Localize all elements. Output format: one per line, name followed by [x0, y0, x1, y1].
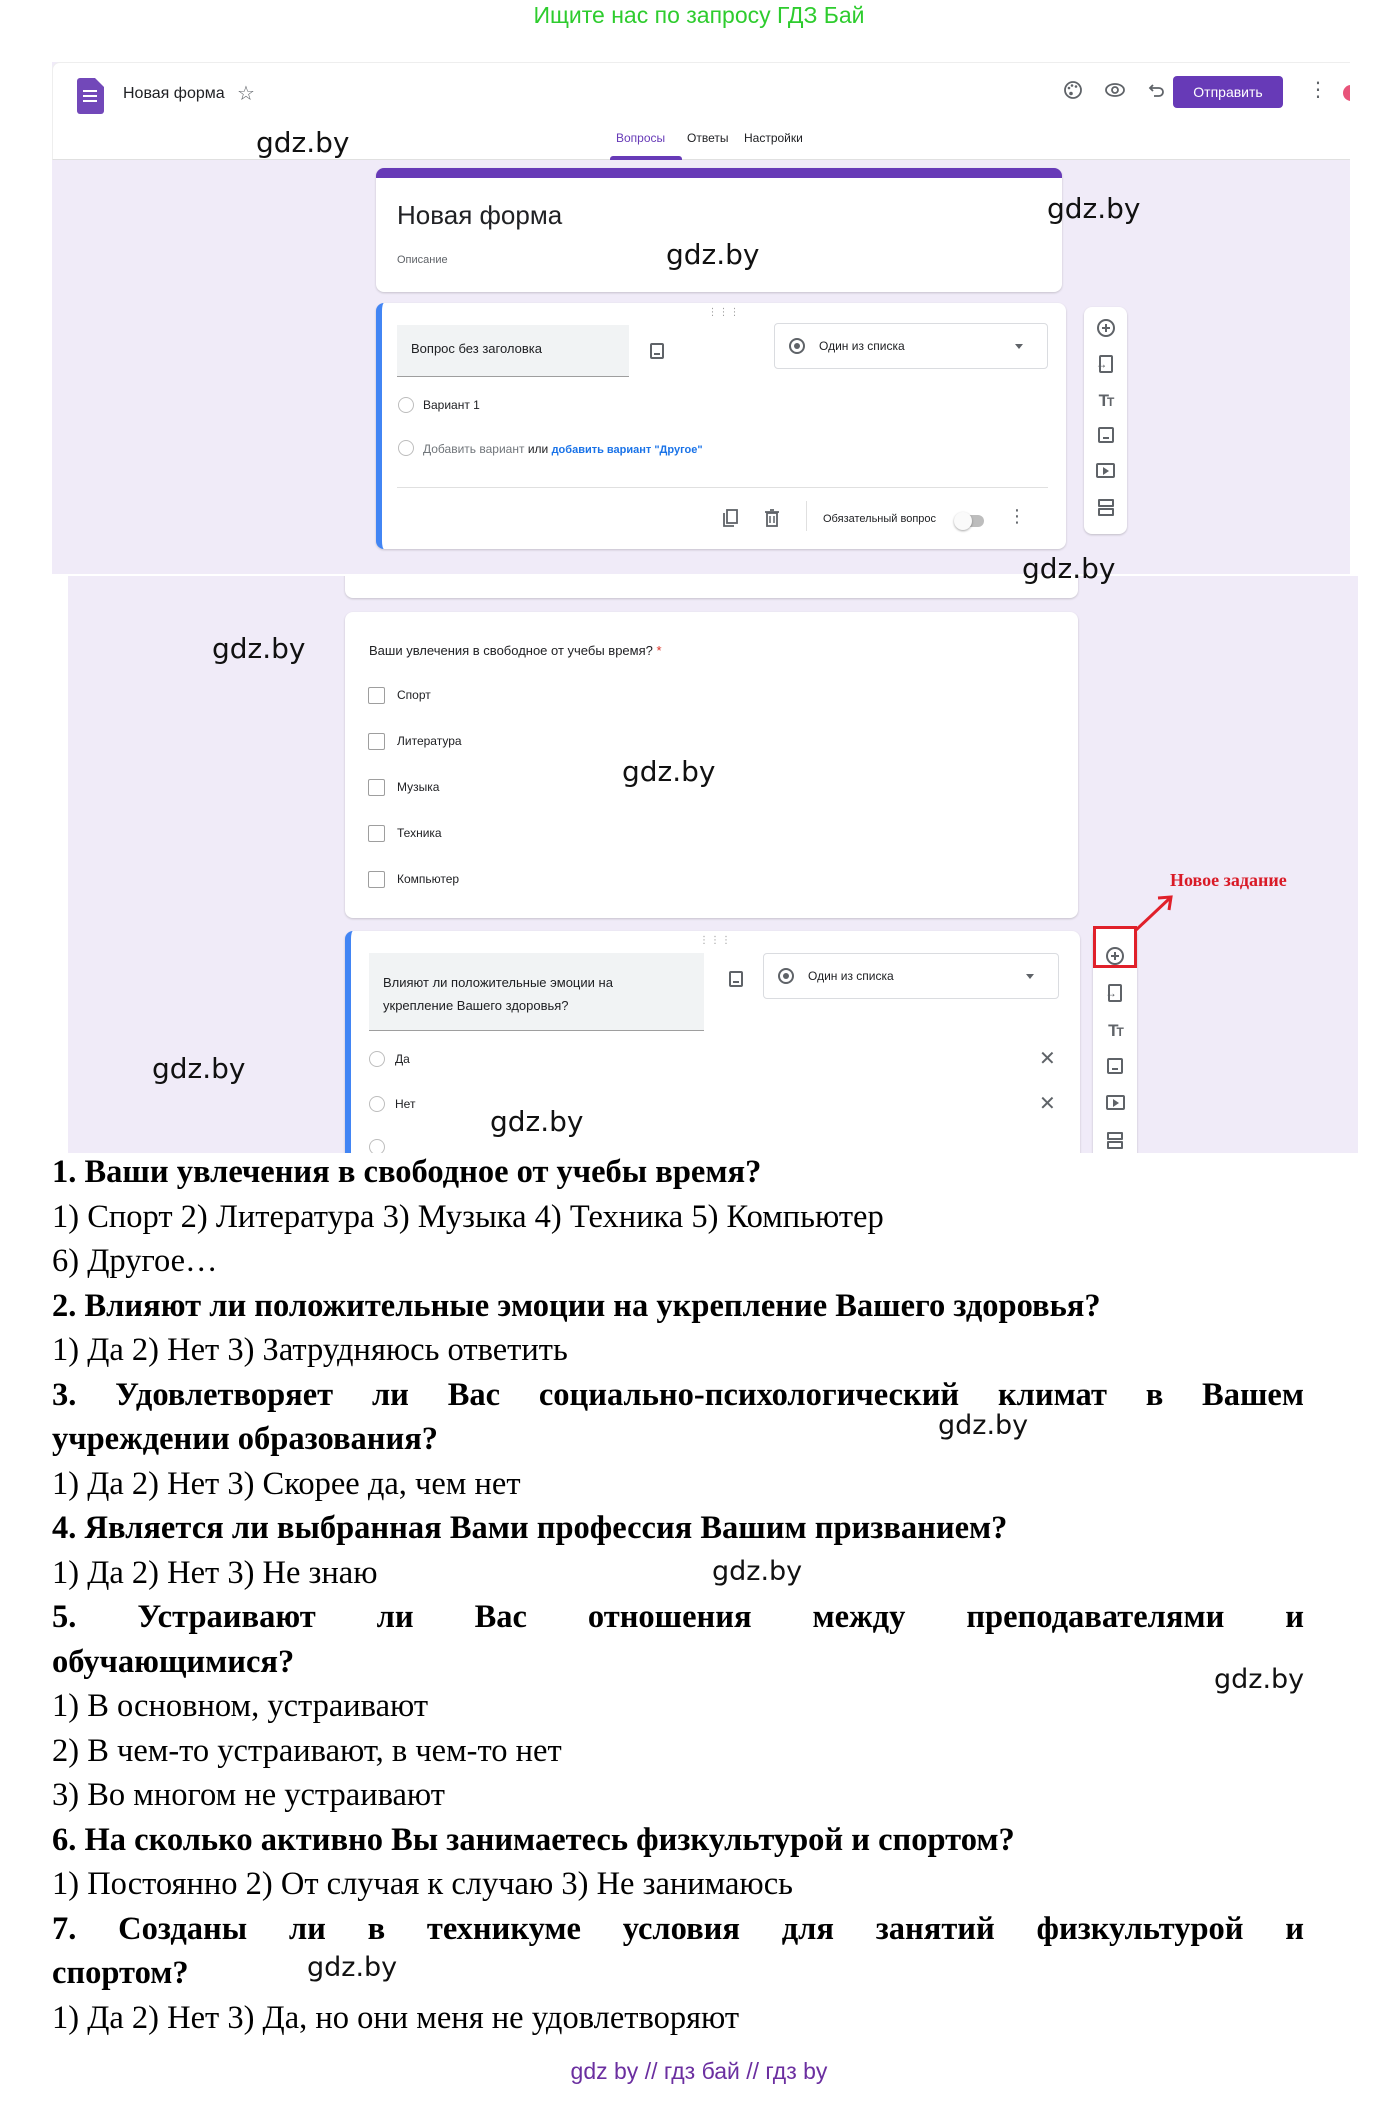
question-1: 1. Ваши увлечения в свободное от учебы время?	[52, 1154, 762, 1190]
palette-icon[interactable]	[1061, 80, 1085, 104]
radio-type-icon	[778, 968, 794, 984]
card-divider	[397, 487, 1048, 488]
add-question-icon[interactable]	[1084, 319, 1127, 342]
drag-handle-icon[interactable]: ⋮⋮⋮	[707, 307, 741, 318]
add-video-icon[interactable]	[1093, 1095, 1137, 1115]
option-label: Музыка	[397, 780, 440, 794]
question-7-line2: спортом?	[52, 1955, 189, 1991]
option-label[interactable]: Да	[395, 1052, 410, 1066]
radio-question-card[interactable]	[345, 931, 1080, 1153]
watermark: gdz.by	[666, 238, 760, 271]
question-5-line2: обучающимися?	[52, 1643, 295, 1680]
or-text: или	[527, 442, 549, 456]
forms-editor-screenshot	[52, 62, 1350, 574]
questionnaire-text	[52, 1150, 1304, 2040]
eye-icon[interactable]	[1103, 80, 1127, 104]
answers-1a: 1) Спорт 2) Литература 3) Музыка 4) Техника 5) Компьютер	[52, 1198, 884, 1235]
question-5-line1: 5. Устраивают ли Вас отношения между преподавателями и	[52, 1599, 1304, 1635]
form-title[interactable]: Новая форма	[397, 200, 563, 230]
watermark: gdz.by	[1214, 1664, 1305, 1695]
option-label: Литература	[397, 734, 462, 748]
send-button[interactable]: Отправить	[1173, 76, 1283, 108]
checkbox[interactable]	[368, 733, 385, 750]
option-radio	[369, 1096, 385, 1112]
watermark: gdz.by	[1022, 552, 1116, 585]
chevron-down-icon	[1015, 344, 1023, 349]
watermark: gdz.by	[152, 1052, 246, 1085]
option-label[interactable]: Нет	[395, 1097, 416, 1111]
option-radio	[398, 397, 414, 413]
answers-4: 1) Да 2) Нет 3) Не знаю	[52, 1554, 378, 1591]
tab-settings[interactable]: Настройки	[744, 131, 803, 145]
required-toggle[interactable]	[956, 515, 984, 527]
import-questions-icon[interactable]	[1093, 984, 1137, 1007]
add-image-icon[interactable]	[1084, 427, 1127, 448]
watermark: gdz.by	[1047, 192, 1141, 225]
question-7-line1: 7. Созданы ли в техникуме условия для занятий физкультурой и	[52, 1910, 1304, 1947]
answers-3: 1) Да 2) Нет 3) Скорее да, чем нет	[52, 1465, 521, 1502]
question-6: 6. На сколько активно Вы занимаетесь физкультурой и спортом?	[52, 1821, 1015, 1858]
watermark: gdz.by	[712, 1556, 803, 1587]
arrow-icon	[1134, 892, 1182, 934]
checkbox[interactable]	[368, 825, 385, 842]
question-type-label: Один из списка	[808, 969, 894, 983]
question-title: Ваши увлечения в свободное от учебы время? *	[369, 643, 662, 658]
question-title-input[interactable]: Влияют ли положительные эмоции на укрепление Вашего здоровья?	[369, 953, 704, 1031]
tab-responses[interactable]: Ответы	[687, 131, 729, 145]
question-type-dropdown[interactable]	[763, 953, 1059, 999]
option-label: Компьютер	[397, 872, 460, 886]
active-tab-indicator	[610, 156, 682, 160]
option-radio	[369, 1051, 385, 1067]
watermark: gdz.by	[212, 632, 306, 665]
app-header	[52, 62, 1350, 160]
checkbox[interactable]	[368, 779, 385, 796]
add-title-icon[interactable]: TT	[1098, 391, 1113, 410]
answers-2: 1) Да 2) Нет 3) Затрудняюсь ответить	[52, 1332, 568, 1368]
tab-questions[interactable]: Вопросы	[616, 131, 666, 145]
watermark: gdz.by	[256, 126, 350, 159]
site-banner[interactable]: Ищите нас по запросу ГДЗ Бай	[533, 2, 865, 28]
add-video-icon[interactable]	[1084, 463, 1127, 483]
avatar[interactable]	[1343, 85, 1350, 101]
question-3-line2: учреждении образования?	[52, 1421, 439, 1457]
add-image-icon[interactable]	[729, 971, 743, 987]
import-questions-icon[interactable]	[1084, 355, 1127, 378]
checkbox[interactable]	[368, 687, 385, 704]
answers-5c: 3) Во многом не устраивают	[52, 1777, 445, 1813]
highlight-box	[1093, 926, 1137, 968]
answers-5a: 1) В основном, устраивают	[52, 1688, 429, 1724]
watermark: gdz.by	[622, 755, 716, 788]
question-4: 4. Является ли выбранная Вами профессия Вашим призванием?	[52, 1510, 1008, 1546]
add-option-radio	[398, 440, 414, 456]
checkbox[interactable]	[368, 871, 385, 888]
trash-icon[interactable]	[765, 509, 779, 532]
more-options-icon[interactable]: ⋮	[1008, 506, 1026, 526]
add-option-button[interactable]: Добавить вариант	[423, 442, 525, 456]
watermark: gdz.by	[938, 1410, 1029, 1441]
add-image-icon[interactable]	[1093, 1058, 1137, 1079]
answers-6: 1) Постоянно 2) От случая к случаю 3) Не занимаюсь	[52, 1866, 793, 1902]
answers-5b: 2) В чем-то устраивают, в чем-то нет	[52, 1732, 562, 1769]
question-card[interactable]	[376, 303, 1066, 549]
option-label: Техника	[397, 826, 442, 840]
add-option-row	[423, 442, 703, 456]
chevron-down-icon	[1026, 974, 1034, 979]
option-label: Спорт	[397, 688, 431, 702]
required-asterisk: *	[656, 643, 662, 658]
add-image-icon[interactable]	[650, 343, 664, 359]
radio-type-icon	[789, 338, 805, 354]
question-2: 2. Влияют ли положительные эмоции на укрепление Вашего здоровья?	[52, 1287, 1101, 1324]
more-options-icon[interactable]: ⋮	[1308, 79, 1328, 101]
add-other-option-link[interactable]: добавить вариант "Другое"	[551, 444, 703, 456]
drag-handle-icon[interactable]: ⋮⋮⋮	[699, 935, 732, 946]
option-label[interactable]: Вариант 1	[423, 398, 480, 412]
annotation-label: Новое задание	[1170, 870, 1287, 890]
required-label: Обязательный вопрос	[823, 513, 937, 525]
remove-option-icon[interactable]: ✕	[1039, 1048, 1056, 1070]
document-title[interactable]: Новая форма	[123, 85, 225, 102]
answers-1b: 6) Другое…	[52, 1243, 218, 1279]
watermark: gdz.by	[307, 1952, 398, 1983]
forms-logo-icon[interactable]	[77, 78, 104, 114]
footer-links[interactable]: gdz by // гдз бай // гдз by	[570, 2058, 828, 2084]
add-title-icon[interactable]: TT	[1108, 1021, 1122, 1040]
form-description-field[interactable]: Описание	[397, 254, 448, 266]
answers-7: 1) Да 2) Нет 3) Да, но они меня не удовлетворяют	[52, 1999, 740, 2036]
question-type-label: Один из списка	[819, 339, 905, 353]
question-type-dropdown[interactable]	[774, 323, 1048, 369]
question-toolbar	[1084, 307, 1127, 534]
star-icon[interactable]: ☆	[237, 83, 255, 105]
footer-divider	[806, 501, 807, 531]
question-3-line1: 3. Удовлетворяет ли Вас социально-психологический климат в Вашем	[52, 1376, 1304, 1413]
previous-card-bottom	[345, 576, 1078, 598]
add-section-icon[interactable]	[1084, 499, 1127, 520]
duplicate-icon[interactable]	[723, 509, 739, 532]
undo-icon[interactable]	[1145, 80, 1169, 104]
question-title-input[interactable]: Вопрос без заголовка	[397, 325, 629, 377]
form-title-card[interactable]	[376, 168, 1062, 292]
remove-option-icon[interactable]: ✕	[1039, 1093, 1056, 1115]
watermark: gdz.by	[490, 1105, 584, 1138]
